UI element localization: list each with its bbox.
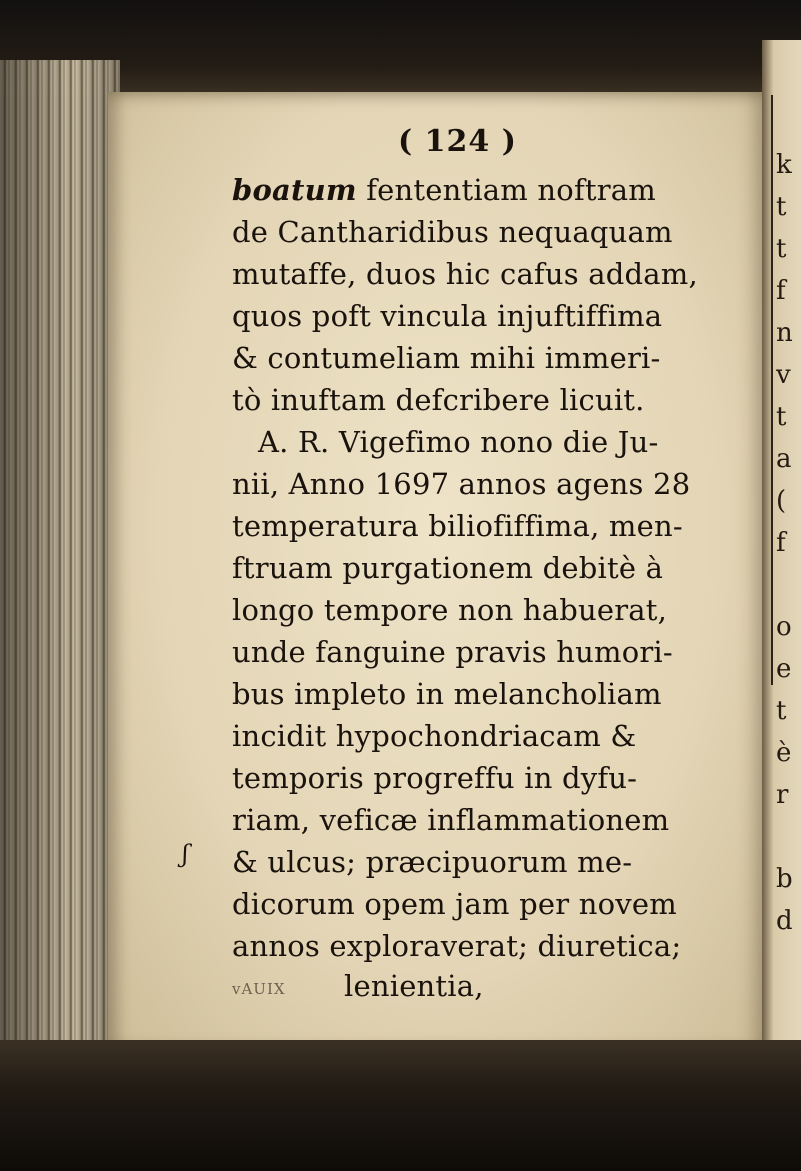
text-line: mutaffe, duos hic cafus addam, [232, 257, 698, 291]
text-line: incidit hypochondriacam & [232, 719, 637, 753]
right-letter: t [776, 402, 787, 432]
text-line: longo tempore non habuerat, [232, 593, 668, 627]
text-line: dicorum opem jam per novem [232, 887, 677, 921]
right-letter: f [776, 528, 786, 558]
top-margin-shadow [0, 0, 801, 95]
right-letter: r [776, 780, 789, 810]
right-letter: t [776, 696, 787, 726]
left-edge-shade [0, 60, 120, 1060]
right-letter: v [776, 360, 791, 390]
text-line: annos exploraverat; diuretica; [232, 929, 682, 963]
text-line: ftruam purgationem debitè à [232, 551, 664, 585]
text-line-lead: boatum [232, 173, 357, 207]
right-letter: o [776, 612, 792, 642]
text-line: lenientia, [344, 969, 484, 1003]
right-letter: b [776, 864, 793, 894]
right-letter: t [776, 192, 787, 222]
text-line: riam, veficæ inflammationem [232, 803, 670, 837]
text-line: de Cantharidibus nequaquam [232, 215, 673, 249]
right-letter: k [776, 150, 792, 180]
text-line: & contumeliam mihi immeri- [232, 341, 661, 375]
gutter-line [771, 95, 773, 685]
text-line: unde fanguine pravis humori- [232, 635, 673, 669]
text-line: temperatura biliofiffima, men- [232, 509, 683, 543]
right-letter: t [776, 234, 787, 264]
right-letter: e [776, 654, 792, 684]
right-letter: è [776, 738, 792, 768]
text-line: nii, Anno 1697 annos agens 28 [232, 467, 691, 501]
text-line: quos poft vincula injuftiffima [232, 299, 663, 333]
catchword: vAUIX [232, 980, 286, 998]
text-line: tò inuftam defcribere licuit. [232, 383, 645, 417]
right-letter: f [776, 276, 786, 306]
text-line-rest: fententiam noftram [356, 173, 656, 207]
page-number: ( 124 ) [398, 124, 517, 159]
text-line: temporis progreffu in dyfu- [232, 761, 638, 795]
right-letter: d [776, 906, 793, 936]
text-line: & ulcus; præcipuorum me- [232, 845, 633, 879]
right-letter: n [776, 318, 793, 348]
text-line: A. R. Vigefimo nono die Ju- [258, 425, 659, 459]
text-line [232, 170, 656, 210]
right-letter: a [776, 444, 792, 474]
margin-mark: ʃ [182, 840, 189, 868]
right-letter: ( [776, 486, 787, 516]
text-line: bus impleto in melancholiam [232, 677, 662, 711]
bottom-margin-shadow [0, 1040, 801, 1171]
